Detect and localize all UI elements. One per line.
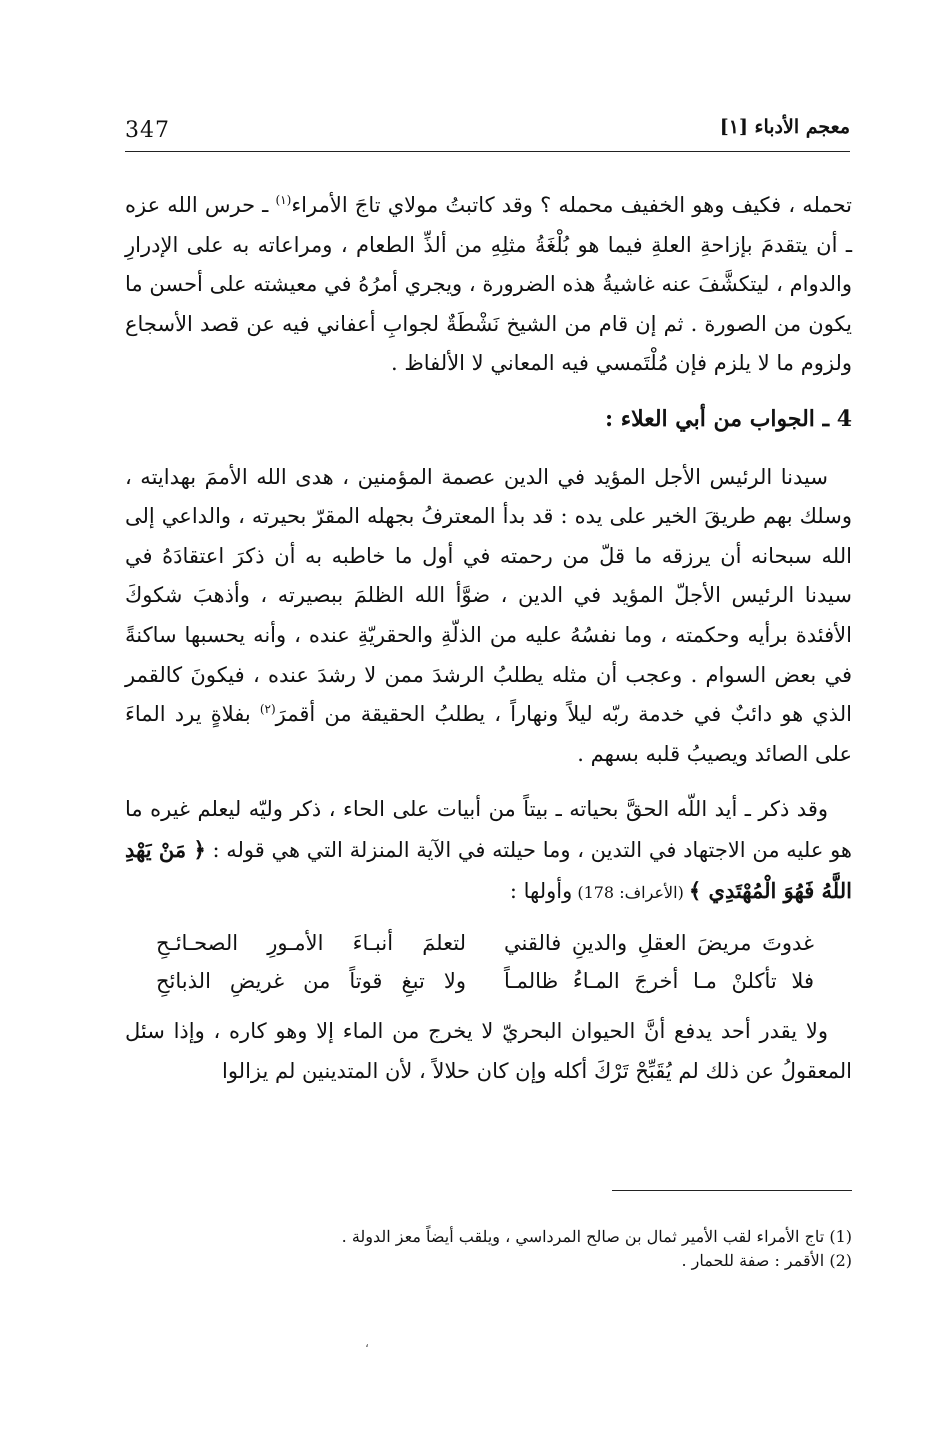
paragraph-3-text-b: وأولها : <box>509 878 573 903</box>
quran-verse: ﴿ مَنْ يَهْدِ اللَّهُ فَهُوَ الْمُهْتَدِي ﴾ <box>125 836 852 903</box>
running-title: معجم الأدباء [١] <box>719 116 850 138</box>
paragraph-3 <box>125 790 852 912</box>
main-text <box>125 186 852 1091</box>
verse-line <box>125 962 814 1000</box>
footnote-1: (1) تاج الأمراء لقب الأمير ثمال بن صالح المرداسي ، ويلقب أيضاً معز الدولة . <box>341 1227 852 1246</box>
footnote-rule <box>612 1190 852 1191</box>
footnotes <box>300 1225 852 1273</box>
verse-first-hemistich: فلا تأكلنْ مـا أخرجَ المـاءُ ظالمـاً <box>504 969 814 994</box>
poem-verses <box>125 924 852 1000</box>
paragraph-2-text-a: سيدنا الرئيس الأجل المؤيد في الدين عصمة المؤمنين ، هدى الله الأممَ بهدايته ، وسلك بهم طريقَ الخير على يده : قد بدأ المعترفُ بجهله المقرّ بحيرته ، والداعي إلى الله سبحانه أن يرزقه ما قلّ من رحمته في أول ما خاطبه به أن ذكرَ اعتقادَهُ في سيدنا الرئيس الأجلّ المؤيد في الدين ، ضوَّأ الله الظلمَ ببصيرته ، وأذهبَ شكوكَ الأفئدة برأيه وحكمته ، وما نفسُهُ عليه من الذلّةِ والحقريّةِ عنده ، وأنه يحسبها ساكنةً في بعض السوام . وعجب أن مثله يطلبُ الرشدَ ممن لا رشدَ عنده ، فيكونَ كالقمر الذي هو دائبٌ في خدمة ربّه ليلاً ونهاراً ، يطلبُ الحقيقة من أقمرَ <box>125 464 852 727</box>
paragraph-4: ولا يقدر أحد يدفع أنَّ الحيوان البحريّ لا يخرج من الماء إلا وهو كاره ، وإذا سئل المعقولُ عن ذلك لم يُقَبِّحْ تَرْكَ أكله وإن كان حلالاً ، لأن المتدينين لم يزالوا <box>125 1019 852 1083</box>
paragraph-1-text-a: تحمله ، فكيف وهو الخفيف محمله ؟ وقد كاتبتُ مولاي تاجَ الأمراء <box>291 193 852 217</box>
paragraph-1-text-b: ـ حرس الله عزه ـ أن يتقدمَ بإزاحةِ العلةِ فيما هو بُلْغَةُ مثلِهِ من ألذِّ الطعام ، ومراعاته به على الإدرارِ والدوام ، ليتكشَّفَ عنه غاشيةُ هذه الضرورة ، ويجري أمرُهُ في معيشته على أحسن ما يكون من الصورة . ثم إن قام من الشيخ نَشْطَةٌ لجوابِ أعفاني فيه عن قصد الأسجاع ولزوم ما لا يلزم فإن مُلْتَمسي فيه المعاني لا الألفاظ . <box>125 193 852 376</box>
paragraph-2-text-b: بفلاةٍ يرد الماءَ على الصائد ويصيبُ قلبه بسهم . <box>125 702 852 766</box>
verse-first-hemistich: غدوتَ مريضَ العقلِ والدينِ فالقني <box>504 931 814 956</box>
footnote-marker-1: (١) <box>275 193 292 207</box>
verse-line <box>125 924 814 962</box>
paragraph-3-text-a: وقد ذكر ـ أيد اللّه الحقَّ بحياته ـ بيتاً من أبيات على الحاء ، ذكر وليّه ليعلم غيره ما هو عليه من الاجتهاد في التدين ، وما حيلته في الآية المنزلة التي هي قوله : <box>125 797 852 862</box>
stray-mark: ، <box>365 1336 369 1350</box>
section-heading: 4 ـ الجواب من أبي العلاء : <box>604 405 852 432</box>
page-number: 347 <box>125 118 170 143</box>
paragraph-1 <box>125 186 852 384</box>
paragraph-2 <box>125 458 852 775</box>
footnote-marker-2: (٢) <box>259 702 276 717</box>
header-rule <box>125 151 850 152</box>
footnote-2: (2) الأقمر : صفة للحمار . <box>681 1251 852 1270</box>
verse-second-hemistich: لتعلمَ أنبـاءَ الأمـورِ الصحـائـحِ <box>156 931 466 956</box>
quran-reference: (الأعراف: 178) <box>572 882 689 902</box>
verse-second-hemistich: ولا تبغِ قوتاً من غريضِ الذبائحِ <box>156 969 466 994</box>
page-header <box>125 112 850 152</box>
